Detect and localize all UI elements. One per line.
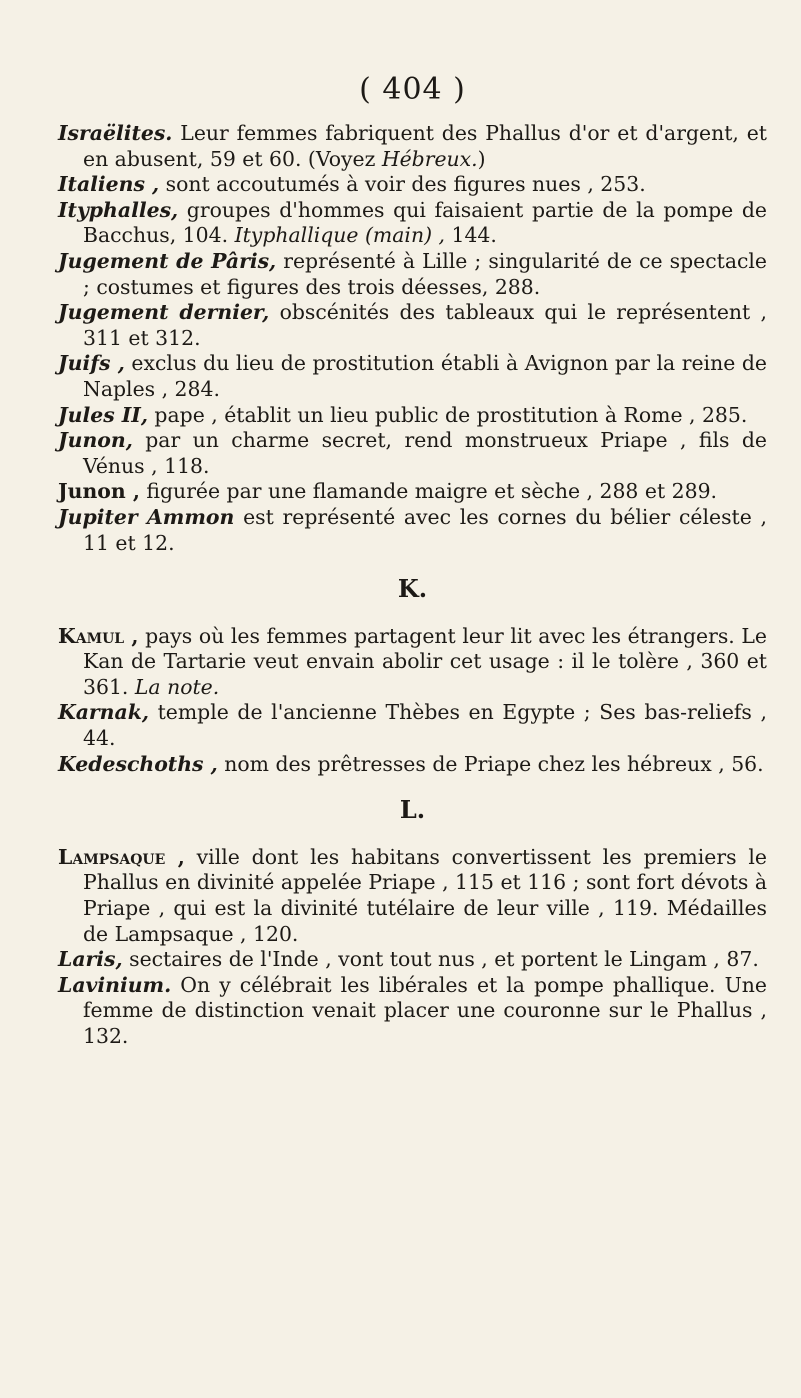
entry-text: exclus du lieu de prostitution établi à Avignon par la reine de Naples , 284. — [83, 351, 768, 401]
index-entries — [58, 121, 767, 1050]
entry-text: groupes d'hommes qui faisaient partie de la pompe de Bacchus, 104. — [83, 197, 767, 248]
index-entry — [58, 947, 767, 973]
entry-emphasis: Hébreux. — [381, 146, 478, 171]
entry-emphasis: Ityphallique (main) , — [234, 223, 445, 248]
entry-term: Juifs , — [58, 351, 125, 376]
entry-term: Laris, — [58, 947, 123, 972]
entry-text: sectaires de l'Inde , vont tout nus , et portent le Lingam , 87. — [122, 947, 759, 972]
index-entry — [58, 249, 767, 300]
entry-emphasis: La note. — [134, 674, 220, 699]
entry-term: Kedeschoths , — [58, 751, 218, 776]
entry-term: Jupiter Ammon — [58, 504, 235, 529]
entry-text: pape , établit un lieu public de prostitution à Rome , 285. — [147, 402, 748, 427]
index-entry — [58, 752, 767, 778]
section-letter-k: K. — [397, 574, 428, 604]
page-number: ( 404 ) — [359, 72, 466, 107]
index-entry — [58, 845, 767, 947]
entry-text: obscénités des tableaux qui le représentent , 311 et 312. — [83, 300, 767, 350]
entry-term: Kamul , — [58, 623, 139, 648]
entry-term: Italiens , — [58, 172, 160, 197]
entry-term: Jules II, — [58, 402, 148, 427]
entry-term: Karnak, — [58, 700, 149, 725]
entry-after: ) — [477, 146, 486, 171]
index-entry — [58, 121, 767, 172]
index-entry — [58, 973, 767, 1050]
index-entry — [58, 700, 767, 751]
entry-text: ville dont les habitans convertissent les premiers le Phallus en divinité appelée Priape , 115 et 116 ; sont fort dévots à Priape , qui est la divinité tutélaire de leur ville , 119. Médailles de Lampsaque , 120. — [83, 844, 767, 946]
entry-term: Jugement dernier, — [58, 300, 270, 325]
entry-term: Ityphalles, — [58, 197, 179, 222]
entry-term: Junon , — [58, 479, 140, 504]
index-entry — [58, 351, 767, 402]
entry-term: Lampsaque , — [58, 844, 185, 869]
index-entry — [58, 172, 767, 198]
index-entry — [58, 198, 767, 249]
section-letter-l: L. — [399, 795, 426, 825]
entry-text: pays où les femmes partagent leur lit avec les étrangers. Le Kan de Tartarie veut envain abolir cet usage : il le tolère , 360 et 361. — [83, 623, 767, 699]
index-entry — [58, 505, 767, 556]
entry-text: représenté à Lille ; singularité de ce spectacle ; costumes et figures des trois déesses, 288. — [83, 248, 767, 299]
entry-text: par un charme secret, rend monstrueux Priape , fils de Vénus , 118. — [83, 428, 767, 478]
entry-text: Leur femmes fabriquent des Phallus d'or et d'argent, et en abusent, 59 et 60. (Voyez — [83, 121, 767, 171]
entry-text: est représenté avec les cornes du bélier céleste , 11 et 12. — [83, 504, 768, 555]
index-entry — [58, 300, 767, 351]
entry-after: 144. — [445, 223, 497, 248]
entry-text: sont accoutumés à voir des figures nues , 253. — [159, 172, 646, 197]
index-entry — [58, 428, 767, 479]
entry-text: nom des prêtresses de Priape chez les hébreux , 56. — [217, 751, 764, 776]
entry-text: temple de l'ancienne Thèbes en Egypte ; Ses bas-reliefs , 44. — [83, 700, 767, 751]
entry-term: Junon, — [58, 428, 133, 453]
entry-term: Lavinium. — [58, 972, 172, 997]
index-entry — [58, 624, 767, 701]
entry-text: figurée par une flamande maigre et sèche , 288 et 289. — [139, 479, 718, 504]
index-entry — [58, 479, 767, 505]
entry-term: Jugement de Pâris, — [58, 248, 277, 273]
index-entry — [58, 403, 767, 429]
entry-term: Israëlites. — [58, 121, 173, 145]
entry-text: On y célébrait les libérales et la pompe phallique. Une femme de distinction venait placer une couronne sur le Phallus , 132. — [83, 972, 767, 1048]
